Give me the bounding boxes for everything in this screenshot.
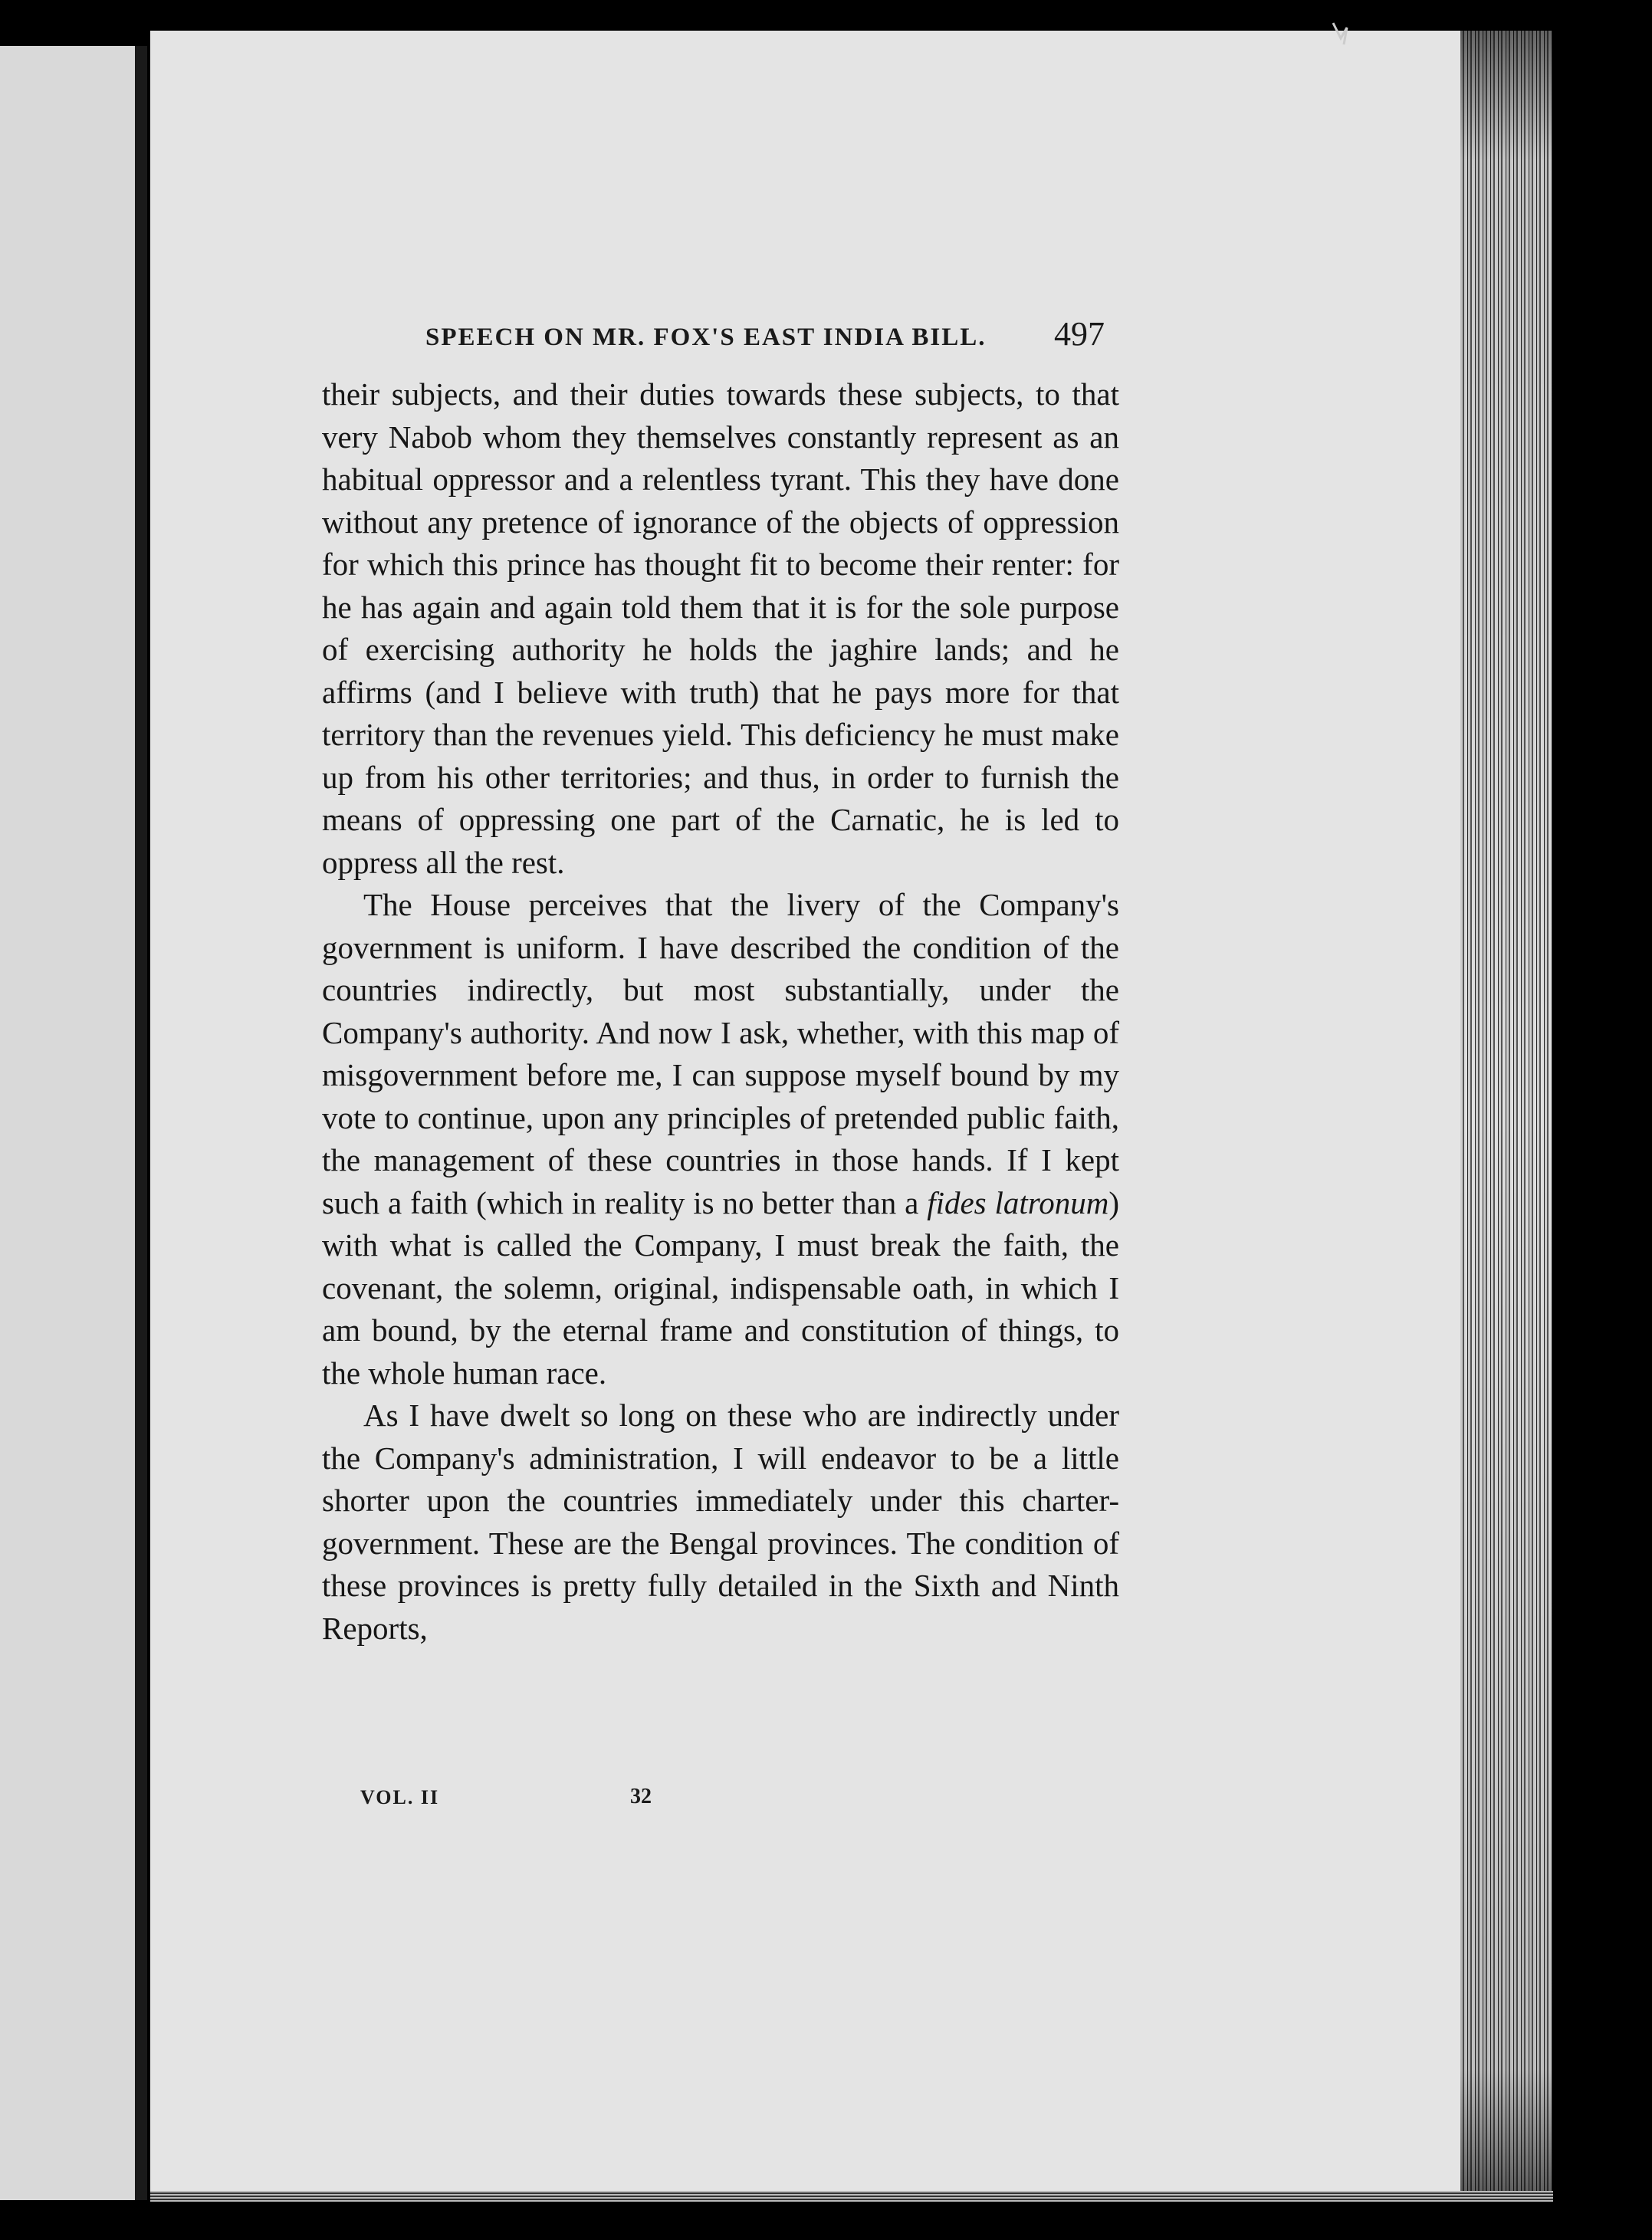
volume-label: VOL. II bbox=[360, 1786, 440, 1808]
paragraph-1: their subjects, and their duties towards these subjects, to that very Nabob whom they themselves constantly represent as an habitual oppressor and a relentless tyrant. This they have done without any pretence of ignorance of the objects of oppression for which this prince has thought fit to become their renter: for he has again and again told them that it is for the sole purpose of exercising authority he holds the jaghire lands; and he affirms (and I believe with truth) that he pays more for that territory than the revenues yield. This deficiency he must make up from his other territories; and thus, in order to furnish the means of oppressing one part of the Carnatic, he is led to oppress all the rest. bbox=[322, 376, 1119, 880]
paragraph-2-part-1: The House perceives that the livery of the Company's government is uniform. I have described the condition of the countries indirectly, but most substantially, under the Company's authority. And now I ask, whether, with this map of misgovernment before me, I can suppose myself bound by my vote to continue, upon any principles of pretended public faith, the management of these countries in those hands. If I kept such a faith (which in reality is no better than a bbox=[322, 887, 1119, 1220]
paragraph-2-part-2: ) with what is called the Company, I must break the faith, the covenant, the solemn, original, indispensable oath, in which I am bound, by the eternal frame and constitution of things, to the whole human race. bbox=[322, 1184, 1119, 1391]
scan-artifact-mark bbox=[1330, 0, 1351, 54]
page-footer bbox=[360, 1786, 820, 1817]
paragraph-3: As I have dwelt so long on these who are indirectly under the Company's administration, I will endeavor to be a little shorter upon the countries immediately under this charter-government. These are the Bengal provinces. The condition of these provinces is pretty fully detailed in the Sixth and Ninth Reports, bbox=[322, 1398, 1119, 1646]
gutter-shadow bbox=[135, 46, 147, 2200]
fore-edge-shadow bbox=[1460, 31, 1552, 2200]
page-header bbox=[425, 314, 1115, 360]
signature-mark: 32 bbox=[630, 1785, 652, 1808]
page-number: 497 bbox=[1054, 315, 1105, 353]
page-bottom-edge bbox=[150, 2191, 1553, 2202]
paragraph-2 bbox=[322, 884, 1119, 1394]
body-text bbox=[322, 373, 1119, 1650]
running-head: SPEECH ON MR. FOX'S EAST INDIA BILL. bbox=[425, 324, 987, 351]
facing-page-sliver bbox=[0, 46, 146, 2200]
latin-phrase: fides latronum bbox=[927, 1184, 1109, 1220]
